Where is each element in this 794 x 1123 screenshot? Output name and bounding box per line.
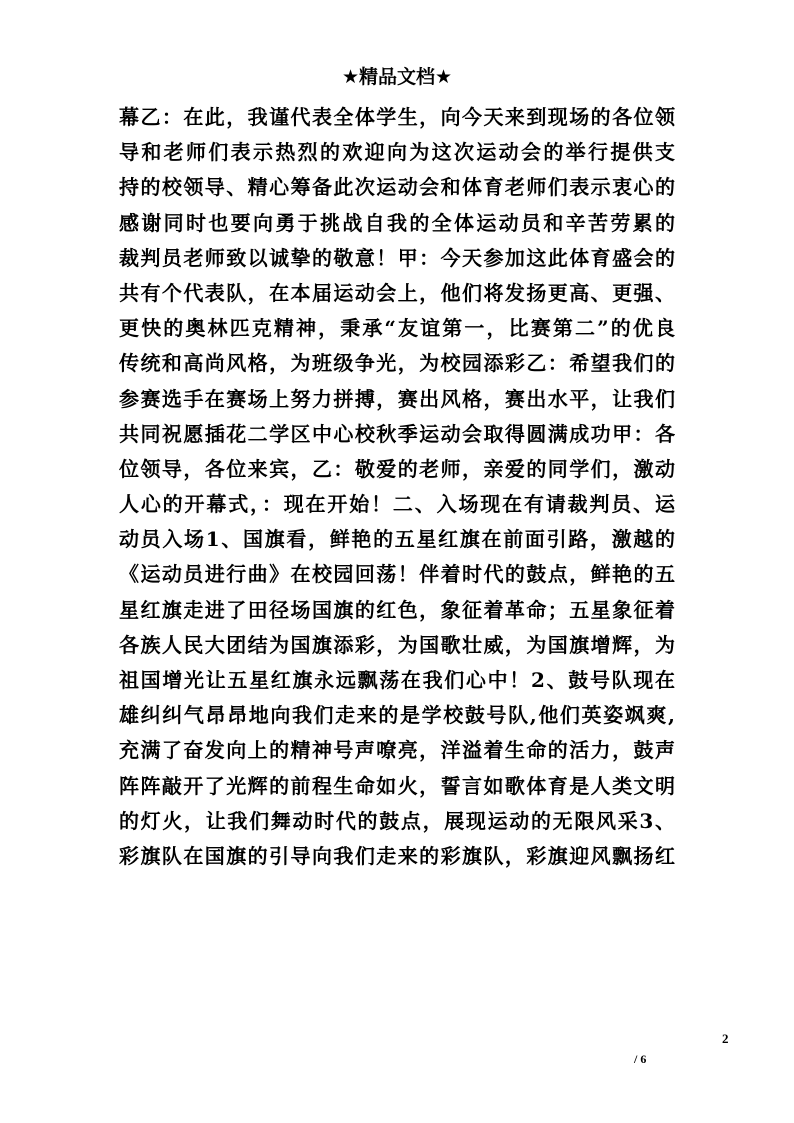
text-line: 动员入场1、国旗看，鲜艳的五星红旗在前面引路，激越的 [119,527,675,552]
text-line: 阵阵敲开了光辉的前程生命如火，誓言如歌体育是人类文明 [119,773,675,798]
text-line: 更快的奥林匹克精神，秉承“友谊第一，比赛第二”的优良 [119,316,675,341]
text-line: 祖国增光让五星红旗永远飘荡在我们心中！2、鼓号队现在 [119,668,675,692]
text-line: 传统和高尚风格，为班级争光，为校园添彩乙：希望我们的 [119,351,675,376]
text-line: 感谢同时也要向勇于挑战自我的全体运动员和辛苦劳累的 [119,210,675,235]
text-line: 星红旗走进了田径场国旗的红色，象征着革命；五星象征着 [119,597,675,622]
text-line: 持的校领导、精心筹备此次运动会和体育老师们表示衷心的 [119,175,675,200]
text-line: 裁判员老师致以诚挚的敬意！甲：今天参加这此体育盛会的 [119,245,675,270]
page-total: / 6 [634,1052,647,1066]
text-line: 各族人民大团结为国旗添彩，为国歌壮威，为国旗增辉，为 [119,632,675,657]
document-body [119,100,675,874]
text-line: 幕乙：在此，我谨代表全体学生，向今天来到现场的各位领 [119,105,675,129]
text-line: 充满了奋发向上的精神号声嘹亮，洋溢着生命的活力，鼓声 [119,738,675,763]
text-line: 《运动员进行曲》在校园回荡！伴着时代的鼓点，鲜艳的五 [119,562,675,587]
text-line: 导和老师们表示热烈的欢迎向为这次运动会的举行提供支 [119,140,675,165]
text-line: 雄纠纠气昂昂地向我们走来的是学校鼓号队,他们英姿飒爽, [119,703,675,728]
document-header: ★精品文档★ [341,66,453,88]
text-line: 共有个代表队，在本届运动会上，他们将发扬更高、更强、 [119,280,675,305]
text-line: 人心的开幕式，：现在开始！二、入场现在有请裁判员、运 [119,492,675,517]
text-line: 彩旗队在国旗的引导向我们走来的彩旗队，彩旗迎风飘扬红 [119,843,675,868]
page-number: 2 [722,1031,729,1046]
text-line: 共同祝愿插花二学区中心校秋季运动会取得圆满成功甲：各 [119,421,675,446]
text-line: 位领导，各位来宾，乙：敬爱的老师，亲爱的同学们，激动 [119,456,675,481]
text-line: 参赛选手在赛场上努力拼搏，赛出风格，赛出水平，让我们 [119,386,675,411]
text-line: 的灯火，让我们舞动时代的鼓点，展现运动的无限风采3、 [119,808,675,833]
